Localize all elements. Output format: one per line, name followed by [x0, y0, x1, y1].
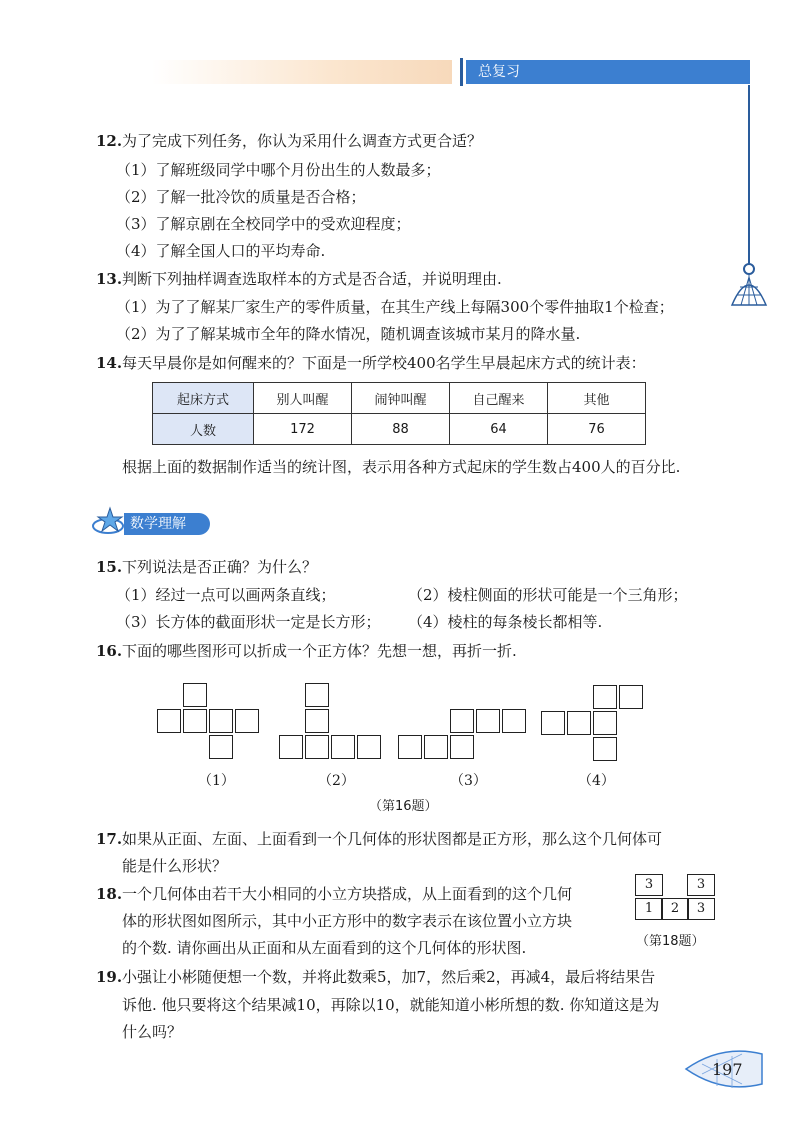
q12-item: （4）了解全国人口的平均寿命.	[116, 242, 326, 260]
table-cell: 88	[352, 414, 450, 445]
net-square	[331, 735, 355, 759]
net-square	[209, 709, 233, 733]
table-header: 起床方式	[153, 383, 254, 414]
net-square	[476, 709, 500, 733]
q12-item: （3）了解京剧在全校同学中的受欢迎程度；	[116, 215, 411, 233]
net-square	[424, 735, 448, 759]
grid-cell: 2	[661, 898, 689, 920]
table-cell: 76	[548, 414, 646, 445]
net-square	[502, 709, 526, 733]
net-square	[450, 735, 474, 759]
grid-cell: 1	[635, 898, 663, 920]
net-square	[279, 735, 303, 759]
table-cell: 64	[450, 414, 548, 445]
q17-number: 17.	[96, 830, 123, 848]
chapter-title: 总复习	[466, 60, 750, 84]
table-row	[153, 414, 646, 445]
net-square	[305, 735, 329, 759]
net-square	[209, 735, 233, 759]
table-header: 人数	[153, 414, 254, 445]
wakeup-table	[152, 382, 646, 445]
net-square	[183, 683, 207, 707]
q18-text: 体的形状图如图所示，其中小正方形中的数字表示在该位置小立方块	[122, 912, 573, 930]
table-cell: 闹钟叫醒	[352, 383, 450, 414]
net-square	[593, 737, 617, 761]
q15-item: （4）棱柱的每条棱长都相等.	[408, 613, 603, 631]
figure-caption: （第16题）	[369, 799, 438, 814]
table-cell: 别人叫醒	[254, 383, 352, 414]
q18-number: 18.	[96, 885, 123, 903]
section-title: 数学理解	[124, 513, 210, 535]
net-square	[593, 711, 617, 735]
table-cell: 其他	[548, 383, 646, 414]
table-row	[153, 383, 646, 414]
figure-label: （3）	[450, 773, 487, 789]
q14-number: 14.	[96, 354, 123, 372]
q19-number: 19.	[96, 968, 123, 986]
tower-icon	[726, 245, 772, 307]
page-number: 197	[712, 1060, 743, 1079]
q18-text: 一个几何体由若干大小相同的小立方块搭成，从上面看到的这个几何	[122, 885, 573, 903]
grid-cell: 3	[635, 874, 663, 896]
q12-item: （1）了解班级同学中哪个月份出生的人数最多；	[116, 161, 441, 179]
q12-text: 为了完成下列任务，你认为采用什么调查方式更合适？	[122, 132, 483, 150]
q15-number: 15.	[96, 558, 123, 576]
q17-text: 能是什么形状？	[122, 857, 228, 875]
table-cell: 172	[254, 414, 352, 445]
figure-label: （1）	[198, 773, 235, 789]
star-icon	[92, 506, 126, 540]
q19-text: 什么吗？	[122, 1023, 183, 1041]
table-cell: 自己醒来	[450, 383, 548, 414]
net-square	[157, 709, 181, 733]
net-square	[541, 711, 565, 735]
q13-number: 13.	[96, 270, 123, 288]
side-rule	[748, 85, 750, 245]
q15-item: （2）棱柱侧面的形状可能是一个三角形；	[408, 586, 688, 604]
q16-text: 下面的哪些图形可以折成一个正方体？先想一想，再折一折.	[122, 642, 517, 660]
figure-label: （4）	[578, 773, 615, 789]
q13-item: （1）为了了解某厂家生产的零件质量，在其生产线上每隔300个零件抽取1个检查；	[116, 298, 674, 316]
net-square	[305, 709, 329, 733]
q14-after: 根据上面的数据制作适当的统计图，表示用各种方式起床的学生数占400人的百分比.	[122, 458, 681, 476]
q15-item: （3）长方体的截面形状一定是长方形；	[116, 613, 381, 631]
net-square	[450, 709, 474, 733]
net-square	[183, 709, 207, 733]
figure-label: （2）	[318, 773, 355, 789]
q15-text: 下列说法是否正确？为什么？	[122, 558, 318, 576]
q13-item: （2）为了了解某城市全年的降水情况，随机调查该城市某月的降水量.	[116, 325, 581, 343]
q17-text: 如果从正面、左面、上面看到一个几何体的形状图都是正方形，那么这个几何体可	[122, 830, 663, 848]
grid-cell: 3	[687, 874, 715, 896]
net-square	[619, 685, 643, 709]
q12-item: （2）了解一批冷饮的质量是否合格；	[116, 188, 366, 206]
net-square	[305, 683, 329, 707]
header-separator	[460, 58, 463, 86]
net-square	[235, 709, 259, 733]
q14-text: 每天早晨你是如何醒来的？下面是一所学校400名学生早晨起床方式的统计表：	[122, 354, 646, 372]
q19-text: 诉他. 他只要将这个结果减10，再除以10，就能知道小彬所想的数. 你知道这是为	[122, 996, 660, 1014]
q19-text: 小强让小彬随便想一个数，并将此数乘5，加7，然后乘2，再减4，最后将结果告	[122, 968, 656, 986]
q15-item: （1）经过一点可以画两条直线；	[116, 586, 336, 604]
net-square	[593, 685, 617, 709]
q13-text: 判断下列抽样调查选取样本的方式是否合适，并说明理由.	[122, 270, 502, 288]
figure-caption: （第18题）	[636, 934, 705, 949]
header-decoration	[152, 60, 452, 84]
grid-cell: 3	[687, 898, 715, 920]
q18-text: 的个数. 请你画出从正面和从左面看到的这个几何体的形状图.	[122, 939, 527, 957]
net-square	[567, 711, 591, 735]
net-square	[398, 735, 422, 759]
q12-number: 12.	[96, 132, 123, 150]
net-square	[357, 735, 381, 759]
q16-number: 16.	[96, 642, 123, 660]
